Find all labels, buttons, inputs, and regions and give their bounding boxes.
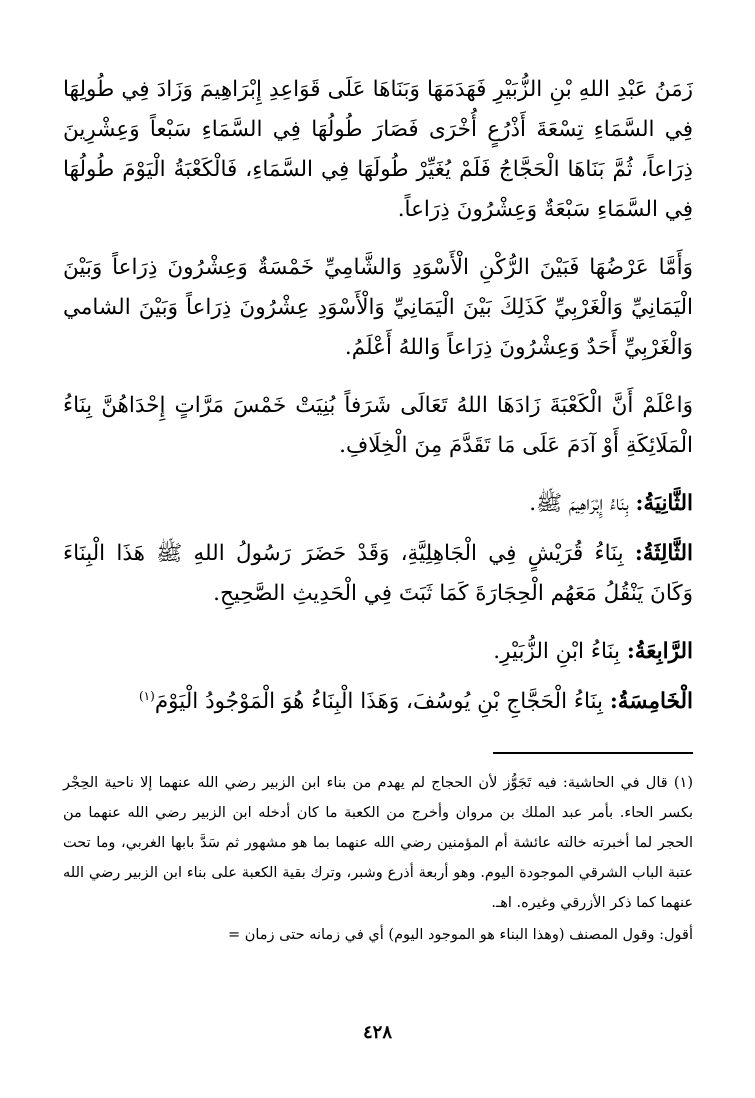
ordinal-third: الثَّالِثَةُ: [634,541,693,566]
paragraph-second-construction [63,484,693,524]
text-fourth: بِنَاءُ ابْنِ الزُّبَيْرِ. [493,639,620,664]
paragraph-five-constructions: وَاعْلَمْ أَنَّ الْكَعْبَةَ زَادَهَا اللهُ تَعَالَى شَرَفاً بُنِيَتْ خَمْسَ مَرَّاتٍ إِحْدَاهُنَّ بِنَاءُ الْمَلَائِكَةِ أَوْ آدَمَ عَلَى مَا تَقَدَّمَ مِنَ الْخِلَافِ. [63,393,693,458]
paragraph-fourth-construction [63,632,693,672]
text-fifth: بِنَاءُ الْحَجَّاجِ بْنِ يُوسُفَ، وَهَذَا الْبِنَاءُ هُوَ الْمَوْجُودُ الْيَوْمَ [154,689,604,714]
ordinal-fifth: الْخَامِسَةُ: [609,689,693,714]
footnote-continuation: أقول: وقول المصنف (وهذا البناء هو الموجود اليوم) أي في زمانه حتى زمان = [227,927,693,943]
paragraph-kaaba-height: زَمَنُ عَبْدِ اللهِ بْنِ الزُّبَيْرِ فَهَدَمَهَا وَبَنَاهَا عَلَى قَوَاعِدِ إِبْرَاهِيمَ وَزَادَ فِي طُولِهَا فِي السَّمَاءِ تِسْعَةَ أَذْرُعٍ أُخْرَى فَصَارَ طُولُهَا فِي السَّمَاءِ سَبْعاً وَعِشْرِينَ ذِرَاعاً، ثُمَّ بَنَاهَا الْحَجَّاجُ فَلَمْ يُغَيِّرْ طُولَهَا فِي السَّمَاءِ، فَالْكَعْبَةُ الْيَوْمَ طُولُهَا فِي السَّمَاءِ سَبْعَةٌ وَعِشْرُونَ ذِرَاعاً. [63,77,693,222]
page-number: ٤٢٨ [362,1022,392,1043]
footnote-1: (١) قال في الحاشية: فيه تَجَوُّز لأن الحجاج لم يهدم من بناء ابن الزبير رضي الله عنهما إلا ناحية الحِجْر بكسر الحاء. بأمر عبد الملك بن مروان وأخرج من الكعبة ما كان أدخله ابن الزبير رضي الله عنهما من الحجر لما أخبرته خالته عائشة أم المؤمنين رضي الله عنهما بما هو مشهور ثم سَدَّ بابها الغربي، وما تحت عتبة الباب الشرقي الموجودة اليوم. وهو أربعة أذرع وشبر، وترك بقية الكعبة على بناء ابن الزبير رضي الله عنهما كما ذكر الأزرقي وغيره. اهـ. [63,775,693,911]
ordinal-fourth: الرَّابِعَةُ: [626,639,693,664]
footnote-divider [493,752,693,754]
paragraph-third-construction [63,534,693,614]
paragraph-fifth-construction [63,682,693,722]
text-second: بِنَاءُ إِبْرَاهِيمَ ﷺ. [529,491,629,516]
footnotes [63,768,693,950]
ordinal-second: الثَّانِيَةُ: [635,491,693,516]
paragraph-kaaba-width: وَأَمَّا عَرْضُهَا فَبَيْنَ الرُّكْنِ الْأَسْوَدِ وَالشَّامِيِّ خَمْسَةٌ وَعِشْرُونَ ذِرَاعاً وَبَيْنَ الْيَمَانِيِّ وَالْغَرْبِيِّ كَذَلِكَ بَيْنَ الْيَمَانِيِّ وَالْأَسْوَدِ عِشْرُونَ ذِرَاعاً وَبَيْنَ الشامي وَالْغَرْبِيِّ أَحَدٌ وَعِشْرُونَ ذِرَاعاً وَاللهُ أَعْلَمُ. [63,255,693,360]
main-text [63,70,693,740]
text-third: بِنَاءُ قُرَيْشٍ فِي الْجَاهِلِيَّةِ، وَقَدْ حَضَرَ رَسُولُ اللهِ ﷺ هَذَا الْبِنَاءَ وَكَانَ يَنْقُلُ مَعَهُم الْحِجَارَةَ كَمَا ثَبَتَ فِي الْحَدِيثِ الصَّحِيحِ. [63,541,693,606]
footnote-reference: (١) [138,688,155,703]
